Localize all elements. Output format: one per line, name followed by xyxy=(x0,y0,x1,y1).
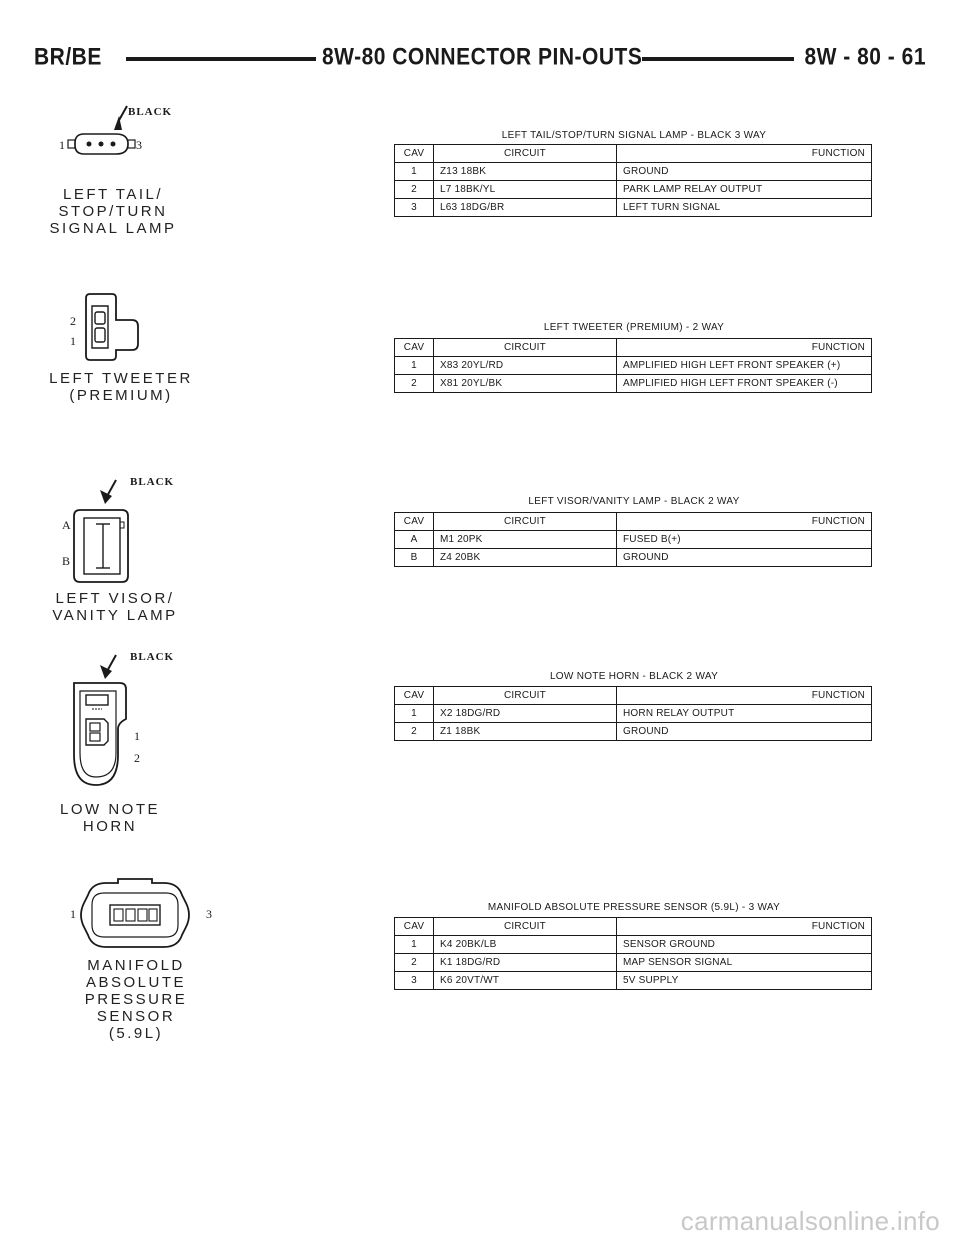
table-header-row xyxy=(395,687,872,705)
cell-circuit: K1 18DG/RD xyxy=(434,954,617,972)
connector-color-label: BLACK xyxy=(130,476,175,488)
cell-circuit: K4 20BK/LB xyxy=(434,936,617,954)
pin-label: B xyxy=(62,554,71,568)
connector-name-line: HORN xyxy=(82,818,138,835)
cell-cav: 2 xyxy=(395,181,434,199)
cell-circuit: L7 18BK/YL xyxy=(434,181,617,199)
watermark: carmanualsonline.info xyxy=(680,1206,940,1236)
cell-function: PARK LAMP RELAY OUTPUT xyxy=(617,181,872,199)
table-row xyxy=(395,723,872,741)
cell-cav: 1 xyxy=(395,936,434,954)
cell-cav: 1 xyxy=(395,163,434,181)
header-rule-left xyxy=(126,57,316,61)
col-header-function: FUNCTION xyxy=(617,687,872,705)
col-header-cav: CAV xyxy=(395,687,434,705)
col-header-circuit: CIRCUIT xyxy=(434,918,617,936)
table-title: MANIFOLD ABSOLUTE PRESSURE SENSOR (5.9L) - 3 WAY xyxy=(487,902,781,913)
connector-name xyxy=(50,801,170,835)
col-header-circuit: CIRCUIT xyxy=(434,145,617,163)
cell-cav: 2 xyxy=(395,723,434,741)
cell-circuit: Z1 18BK xyxy=(434,723,617,741)
page-header xyxy=(34,40,926,74)
connector-left-tweeter xyxy=(49,290,193,410)
pinout-table xyxy=(394,338,872,393)
connector-low-note-horn xyxy=(60,645,200,845)
cell-circuit: X83 20YL/RD xyxy=(434,357,617,375)
table-row xyxy=(395,181,872,199)
col-header-circuit: CIRCUIT xyxy=(434,513,617,531)
table-header-row xyxy=(395,339,872,357)
cell-function: GROUND xyxy=(617,549,872,567)
connector-diagram-2way-icon xyxy=(60,645,180,790)
connector-name-line: LEFT VISOR/ xyxy=(55,590,175,607)
table-row xyxy=(395,375,872,393)
connector-name xyxy=(50,590,180,624)
pin-label: A xyxy=(62,518,71,532)
col-header-circuit: CIRCUIT xyxy=(434,687,617,705)
table-row xyxy=(395,936,872,954)
cell-cav: 1 xyxy=(395,357,434,375)
connector-name-line: LOW NOTE xyxy=(59,801,160,818)
pin-label: 1 xyxy=(59,138,65,152)
table-header-row xyxy=(395,513,872,531)
table-title: LEFT TAIL/STOP/TURN SIGNAL LAMP - BLACK 3 WAY xyxy=(501,130,767,141)
cell-circuit: Z4 20BK xyxy=(434,549,617,567)
pin-label: 2 xyxy=(134,751,140,765)
cell-function: MAP SENSOR SIGNAL xyxy=(617,954,872,972)
connector-name xyxy=(48,186,178,237)
table-row xyxy=(395,357,872,375)
pin-label: 1 xyxy=(70,907,76,921)
table-row xyxy=(395,199,872,217)
cell-cav: 1 xyxy=(395,705,434,723)
table-row xyxy=(395,972,872,990)
cell-function: 5V SUPPLY xyxy=(617,972,872,990)
pin-label: 3 xyxy=(136,138,142,152)
connector-color-label: BLACK xyxy=(128,106,173,118)
connector-name xyxy=(48,957,224,1042)
pin-label: 2 xyxy=(70,314,76,328)
cell-circuit: X2 18DG/RD xyxy=(434,705,617,723)
connector-name-line: VANITY LAMP xyxy=(52,607,178,624)
cell-function: AMPLIFIED HIGH LEFT FRONT SPEAKER (+) xyxy=(617,357,872,375)
table-title: LEFT TWEETER (PREMIUM) - 2 WAY xyxy=(543,322,725,333)
cell-cav: 3 xyxy=(395,199,434,217)
pinout-table xyxy=(394,144,872,217)
connector-name xyxy=(46,370,196,404)
cell-cav: A xyxy=(395,531,434,549)
connector-name-line: SIGNAL LAMP xyxy=(49,220,177,237)
connector-diagram-3way-icon xyxy=(56,875,226,955)
table-row xyxy=(395,549,872,567)
cell-circuit: K6 20VT/WT xyxy=(434,972,617,990)
col-header-function: FUNCTION xyxy=(617,513,872,531)
table-row xyxy=(395,954,872,972)
col-header-cav: CAV xyxy=(395,513,434,531)
col-header-cav: CAV xyxy=(395,339,434,357)
pin-label: 3 xyxy=(206,907,212,921)
cell-cav: 2 xyxy=(395,954,434,972)
cell-circuit: X81 20YL/BK xyxy=(434,375,617,393)
cell-cav: 2 xyxy=(395,375,434,393)
connector-name-line: LEFT TWEETER xyxy=(49,370,193,387)
connector-left-tail-lamp xyxy=(49,100,177,240)
connector-color-label: BLACK xyxy=(130,651,175,663)
cell-circuit: L63 18DG/BR xyxy=(434,199,617,217)
connector-name-line: PRESSURE SENSOR xyxy=(84,991,188,1025)
cell-function: FUSED B(+) xyxy=(617,531,872,549)
pin-label: 1 xyxy=(70,334,76,348)
cell-function: LEFT TURN SIGNAL xyxy=(617,199,872,217)
cell-function: GROUND xyxy=(617,723,872,741)
connector-name-line: MANIFOLD ABSOLUTE xyxy=(85,957,187,991)
col-header-function: FUNCTION xyxy=(617,145,872,163)
table-row xyxy=(395,163,872,181)
table-header-row xyxy=(395,145,872,163)
connector-name-line: (PREMIUM) xyxy=(69,387,173,404)
table-header-row xyxy=(395,918,872,936)
connector-name-line: LEFT TAIL/ xyxy=(62,186,164,203)
table-row xyxy=(395,705,872,723)
connector-name-line: (5.9L) xyxy=(108,1025,164,1042)
cell-function: HORN RELAY OUTPUT xyxy=(617,705,872,723)
col-header-cav: CAV xyxy=(395,918,434,936)
table-title: LOW NOTE HORN - BLACK 2 WAY xyxy=(549,671,719,682)
cell-circuit: M1 20PK xyxy=(434,531,617,549)
pin-label: 1 xyxy=(134,729,140,743)
connector-name-line: STOP/TURN xyxy=(58,203,168,220)
header-page-number: 8W - 80 - 61 xyxy=(804,44,926,71)
col-header-function: FUNCTION xyxy=(617,918,872,936)
pinout-table xyxy=(394,917,872,990)
cell-function: AMPLIFIED HIGH LEFT FRONT SPEAKER (-) xyxy=(617,375,872,393)
cell-function: GROUND xyxy=(617,163,872,181)
table-title: LEFT VISOR/VANITY LAMP - BLACK 2 WAY xyxy=(528,496,740,507)
header-vehicle-code: BR/BE xyxy=(34,44,102,71)
connector-left-visor-lamp xyxy=(52,470,200,630)
col-header-cav: CAV xyxy=(395,145,434,163)
table-row xyxy=(395,531,872,549)
connector-map-sensor xyxy=(56,875,226,1042)
cell-function: SENSOR GROUND xyxy=(617,936,872,954)
cell-cav: B xyxy=(395,549,434,567)
pinout-table xyxy=(394,512,872,567)
header-section-title: 8W-80 CONNECTOR PIN-OUTS xyxy=(322,44,643,71)
col-header-circuit: CIRCUIT xyxy=(434,339,617,357)
col-header-function: FUNCTION xyxy=(617,339,872,357)
cell-circuit: Z13 18BK xyxy=(434,163,617,181)
cell-cav: 3 xyxy=(395,972,434,990)
pinout-table xyxy=(394,686,872,741)
connector-diagram-2way-icon xyxy=(60,290,180,370)
